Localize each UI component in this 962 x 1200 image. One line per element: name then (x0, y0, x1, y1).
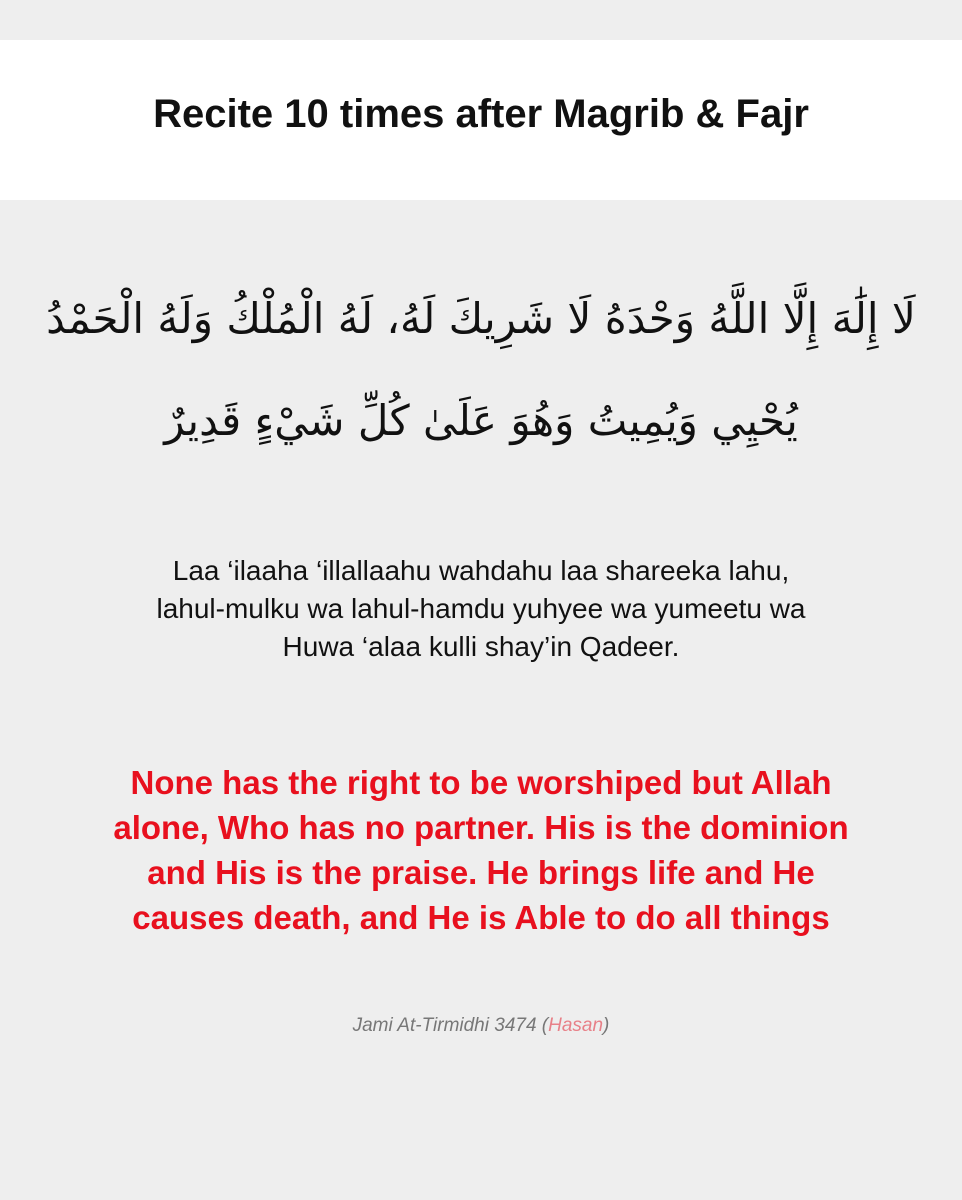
header-band (0, 40, 962, 200)
arabic-dua (30, 268, 932, 472)
source-close-paren: ) (603, 1015, 610, 1036)
transliteration-line-2: lahul-mulku wa lahul-hamdu yuhyee wa yumeetu wa (156, 593, 806, 624)
top-strip (0, 0, 962, 40)
arabic-line-1: لَا إِلَٰهَ إِلَّا اللَّهُ وَحْدَهُ لَا شَرِيكَ لَهُ، لَهُ الْمُلْكُ وَلَهُ الْحَمْدُ (46, 294, 916, 343)
hadith-grade: Hasan (548, 1015, 604, 1036)
source-citation (0, 1015, 962, 1037)
transliteration-line-1: Laa ‘ilaaha ‘illallaahu wahdahu laa shareeka lahu, (172, 555, 790, 586)
translation (30, 760, 932, 940)
transliteration-line-3: Huwa ‘alaa kulli shay’in Qadeer. (282, 631, 680, 662)
translation-line-1: None has the right to be worshiped but Allah (130, 764, 832, 801)
arabic-line-2: يُحْيِي وَيُمِيتُ وَهُوَ عَلَىٰ كُلِّ شَيْءٍ قَدِيرٌ (164, 396, 798, 445)
translation-line-3: and His is the praise. He brings life and He (147, 854, 815, 891)
page-title: Recite 10 times after Magrib & Fajr (153, 91, 809, 136)
transliteration (40, 552, 922, 666)
translation-line-4: causes death, and He is Able to do all things (132, 899, 830, 936)
translation-line-2: alone, Who has no partner. His is the dominion (113, 809, 849, 846)
source-reference: Jami At-Tirmidhi 3474 ( (352, 1015, 549, 1036)
